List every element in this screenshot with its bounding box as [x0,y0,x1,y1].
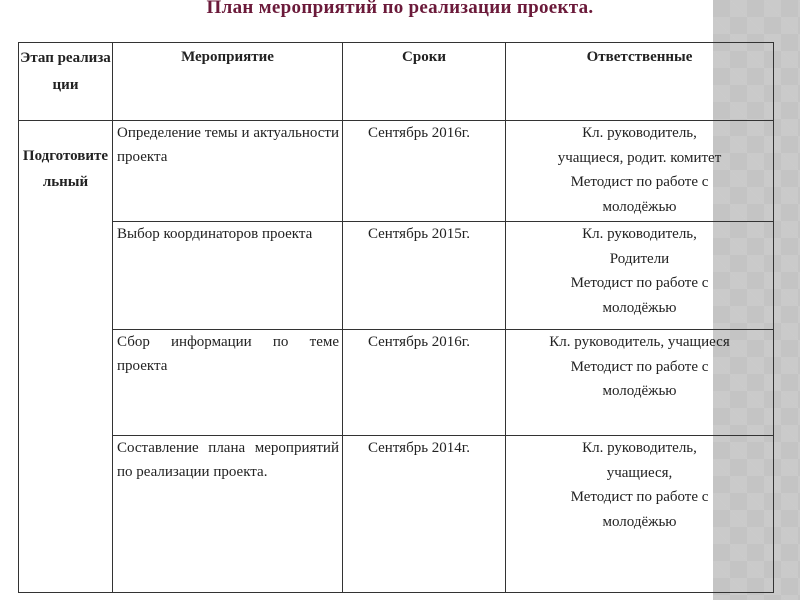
responsible-line: учащиеся, родит. комитет [557,149,722,166]
responsible-line: Методист по работе с [570,174,709,190]
responsible-line: молодёжью [602,198,677,215]
event-cell: Определение темы и актуальности проекта [113,121,343,222]
responsible-line: Методист по работе с [570,275,709,291]
responsible-line: молодёжью [602,383,677,399]
date-cell: Сентябрь 2016г. [343,121,506,222]
event-text: Составление плана мероприятий по реализации проекта. [117,440,339,480]
header-dates: Сроки [343,43,506,121]
date-cell: Сентябрь 2016г. [343,330,506,436]
responsible-cell [506,330,774,436]
responsible-line: Методист по работе с [570,489,709,505]
responsible-line: учащиеся, [606,464,673,481]
responsible-line: молодёжью [602,513,677,530]
event-cell: Выбор координаторов проекта [113,222,343,330]
responsible-cell [506,121,774,222]
stage-cell: Подготовительный [19,121,113,593]
table-row [19,330,774,436]
header-event: Мероприятие [113,43,343,121]
responsible-cell [506,436,774,593]
date-cell: Сентябрь 2015г. [343,222,506,330]
responsible-line: Родители [609,250,670,267]
event-cell: Сбор информации по теме проекта [113,330,343,436]
responsible-cell [506,222,774,330]
table-row [19,121,774,222]
header-responsible: Ответственные [506,43,774,121]
responsible-line: Методист по работе с [570,358,709,375]
table-row [19,222,774,330]
table-header-row [19,43,774,121]
table-row [19,436,774,593]
event-cell [113,436,343,593]
responsible-line: Кл. руководитель, [582,440,697,456]
responsible-line: Кл. руководитель, [582,226,697,242]
responsible-line: молодёжью [602,299,677,316]
responsible-line: Кл. руководитель, учащиеся [549,334,730,350]
slide-title: План мероприятий по реализации проекта. [206,0,594,18]
plan-table [18,42,774,593]
responsible-line: Кл. руководитель, [582,125,697,141]
header-stage: Этап реализации [19,43,113,121]
date-cell: Сентябрь 2014г. [343,436,506,593]
